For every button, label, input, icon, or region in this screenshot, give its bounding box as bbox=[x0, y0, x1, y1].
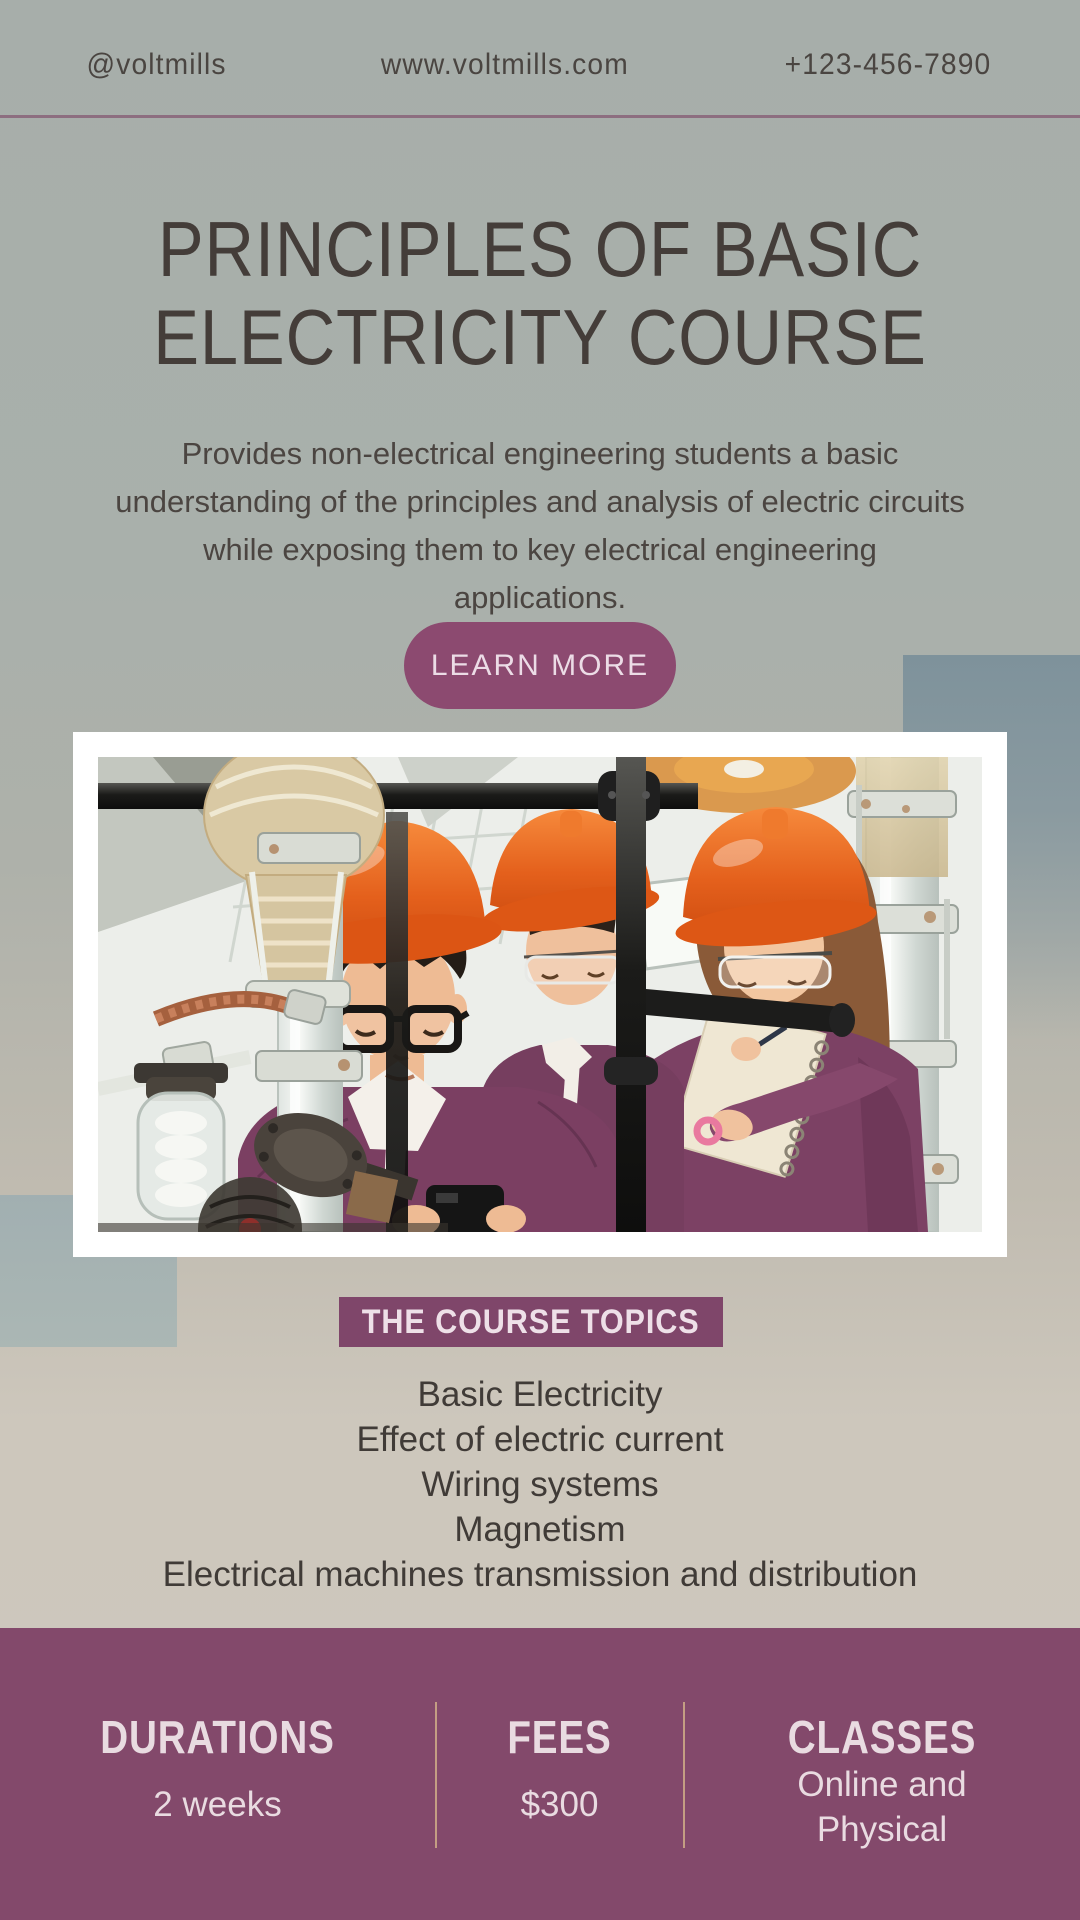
footer-durations-column bbox=[0, 1628, 435, 1920]
page-title bbox=[0, 205, 1080, 381]
hero-photo bbox=[73, 732, 1007, 1257]
phone-number[interactable]: +123-456-7890 bbox=[784, 47, 992, 81]
contact-bar bbox=[0, 0, 1080, 118]
social-handle[interactable]: @voltmills bbox=[86, 47, 227, 81]
page-title-line2: ELECTRICITY COURSE bbox=[153, 293, 927, 381]
topic-item: Effect of electric current bbox=[356, 1420, 724, 1459]
topic-item: Wiring systems bbox=[421, 1465, 659, 1504]
website-link[interactable]: www.voltmills.com bbox=[380, 47, 629, 81]
course-description: Provides non-electrical engineering students a basic understanding of the principles and analysis of electric circuits while exposing them to key electrical engineering applications. bbox=[115, 436, 965, 615]
topic-item: Magnetism bbox=[454, 1510, 626, 1549]
topic-item: Basic Electricity bbox=[417, 1375, 663, 1414]
course-topics-heading: THE COURSE TOPICS bbox=[362, 1302, 700, 1341]
footer-classes-column bbox=[684, 1628, 1080, 1920]
fees-label: FEES bbox=[507, 1711, 612, 1763]
course-topics-list bbox=[0, 1372, 1080, 1597]
fees-value: $300 bbox=[520, 1785, 599, 1824]
durations-label: DURATIONS bbox=[100, 1711, 335, 1763]
classes-value: Online and Physical bbox=[797, 1765, 967, 1849]
topic-item: Electrical machines transmission and distribution bbox=[162, 1555, 918, 1594]
durations-value: 2 weeks bbox=[153, 1785, 282, 1824]
classes-label: CLASSES bbox=[787, 1711, 977, 1763]
learn-more-button[interactable]: LEARN MORE bbox=[404, 622, 676, 709]
footer-fees-column bbox=[435, 1628, 684, 1920]
course-topics-banner bbox=[339, 1297, 723, 1347]
page-title-line1: PRINCIPLES OF BASIC bbox=[157, 205, 923, 293]
students-industrial-photo-illustration bbox=[98, 757, 982, 1232]
footer-info-panel bbox=[0, 1628, 1080, 1920]
